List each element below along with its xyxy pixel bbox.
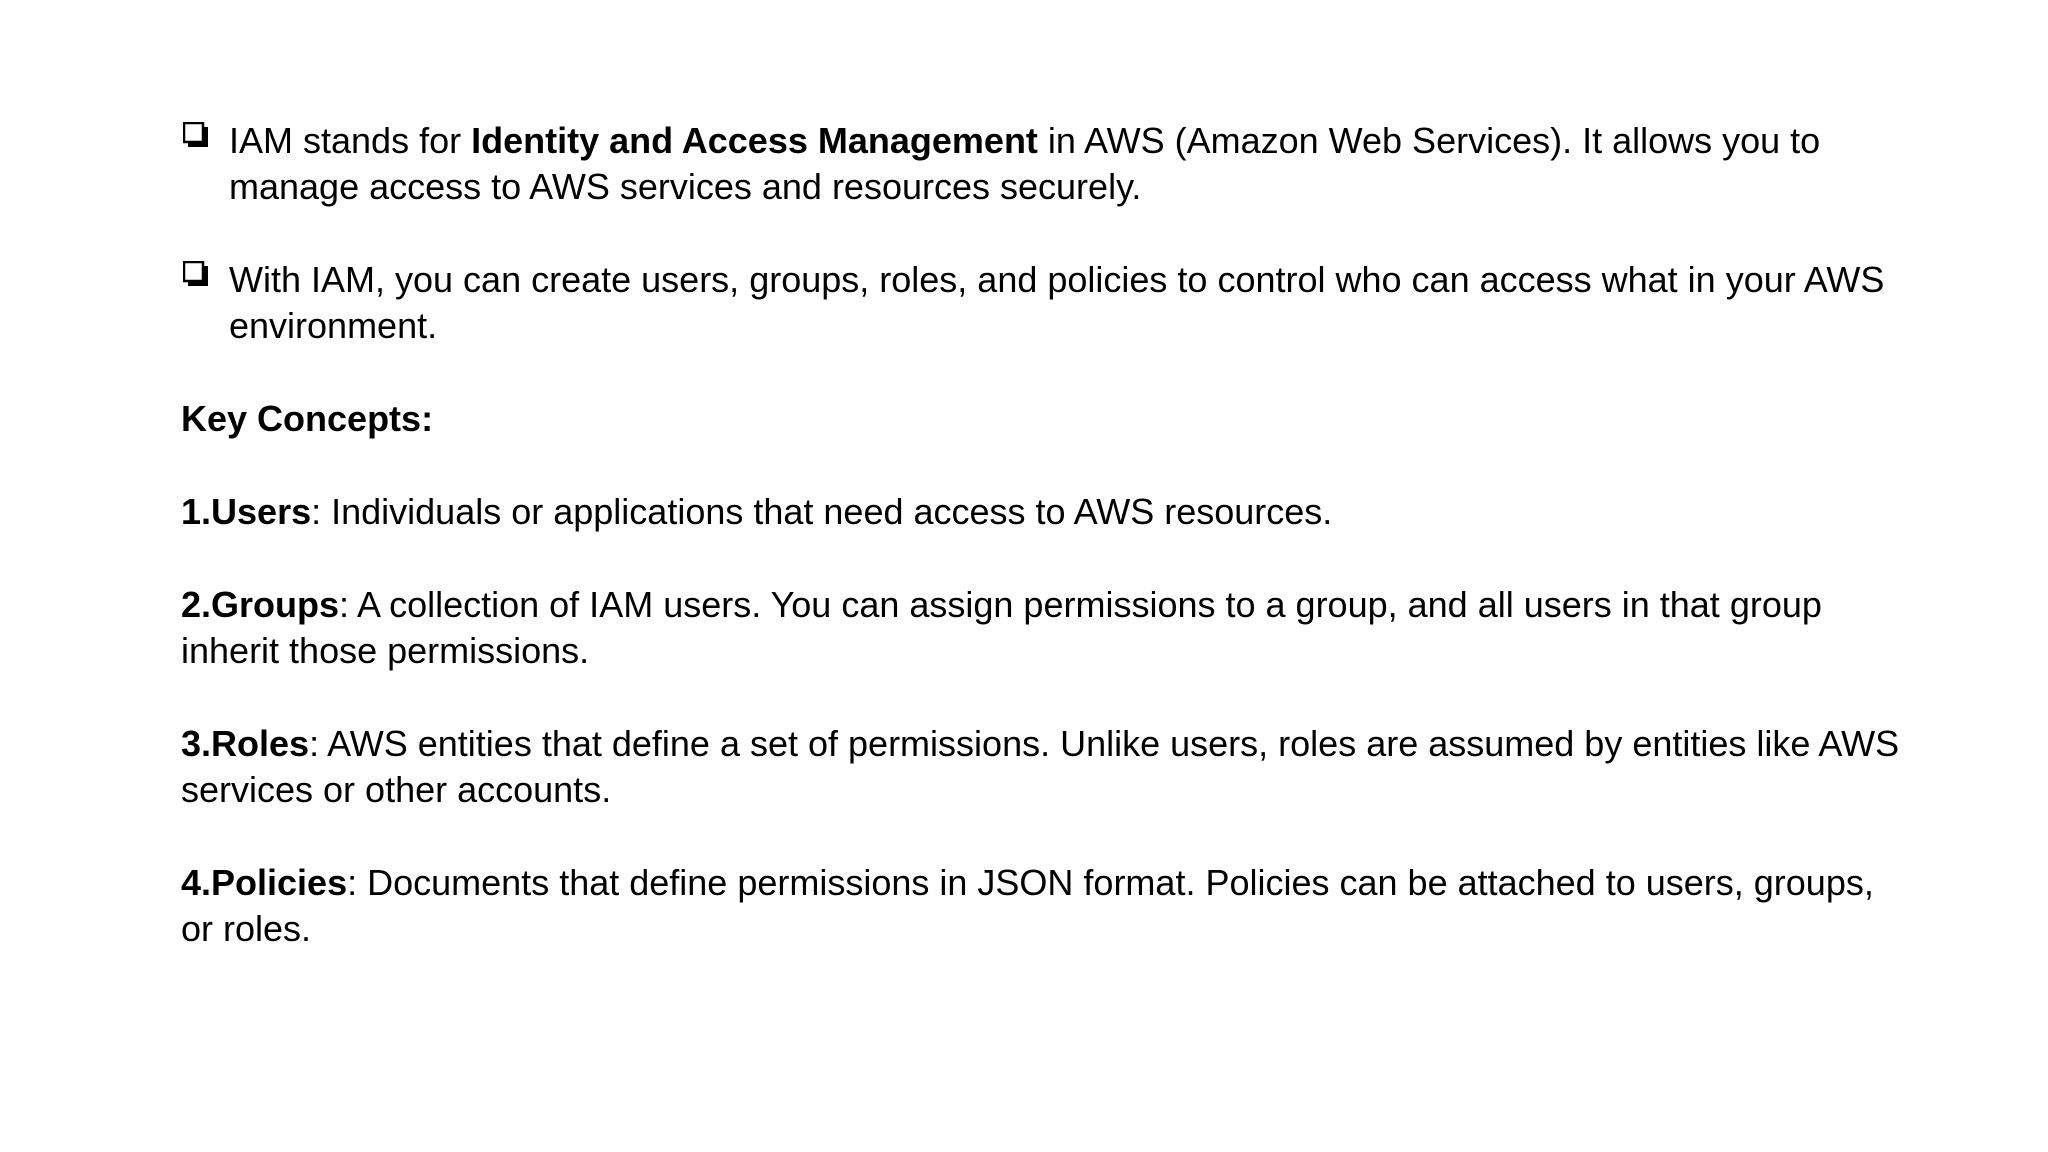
bullet-text-bold: Identity and Access Management [471, 120, 1038, 161]
hollow-square-bullet-icon [183, 261, 203, 281]
concept-groups [181, 582, 1901, 674]
bullet-text-after: in AWS (Amazon Web Services). It allows you to manage access to AWS services and resources securely. [229, 120, 1821, 207]
concept-desc: : A collection of IAM users. You can assign permissions to a group, and all users in that group inherit those permissions. [181, 584, 1822, 671]
hollow-square-bullet-icon [183, 122, 203, 142]
slide-content [181, 118, 1901, 952]
bullet-item-iam-definition [181, 118, 1901, 210]
concept-term: 1.Users [181, 491, 312, 532]
bullet-text-before: IAM stands for [229, 120, 472, 161]
section-heading: Key Concepts: [181, 398, 434, 439]
concept-term: 4.Policies [181, 862, 348, 903]
concept-term: 3.Roles [181, 723, 310, 764]
concept-users [181, 489, 1901, 535]
concept-roles [181, 721, 1901, 813]
concept-desc: : Individuals or applications that need access to AWS resources. [311, 491, 1333, 532]
concept-term: 2.Groups [181, 584, 340, 625]
bullet-text: With IAM, you can create users, groups, roles, and policies to control who can access what in your AWS environment. [229, 259, 1885, 346]
concept-desc: : AWS entities that define a set of permissions. Unlike users, roles are assumed by entities like AWS services or other accounts. [181, 723, 1900, 810]
concept-desc: : Documents that define permissions in JSON format. Policies can be attached to users, groups, or roles. [181, 862, 1874, 949]
concept-policies [181, 860, 1901, 952]
bullet-item-iam-capabilities [181, 257, 1901, 349]
